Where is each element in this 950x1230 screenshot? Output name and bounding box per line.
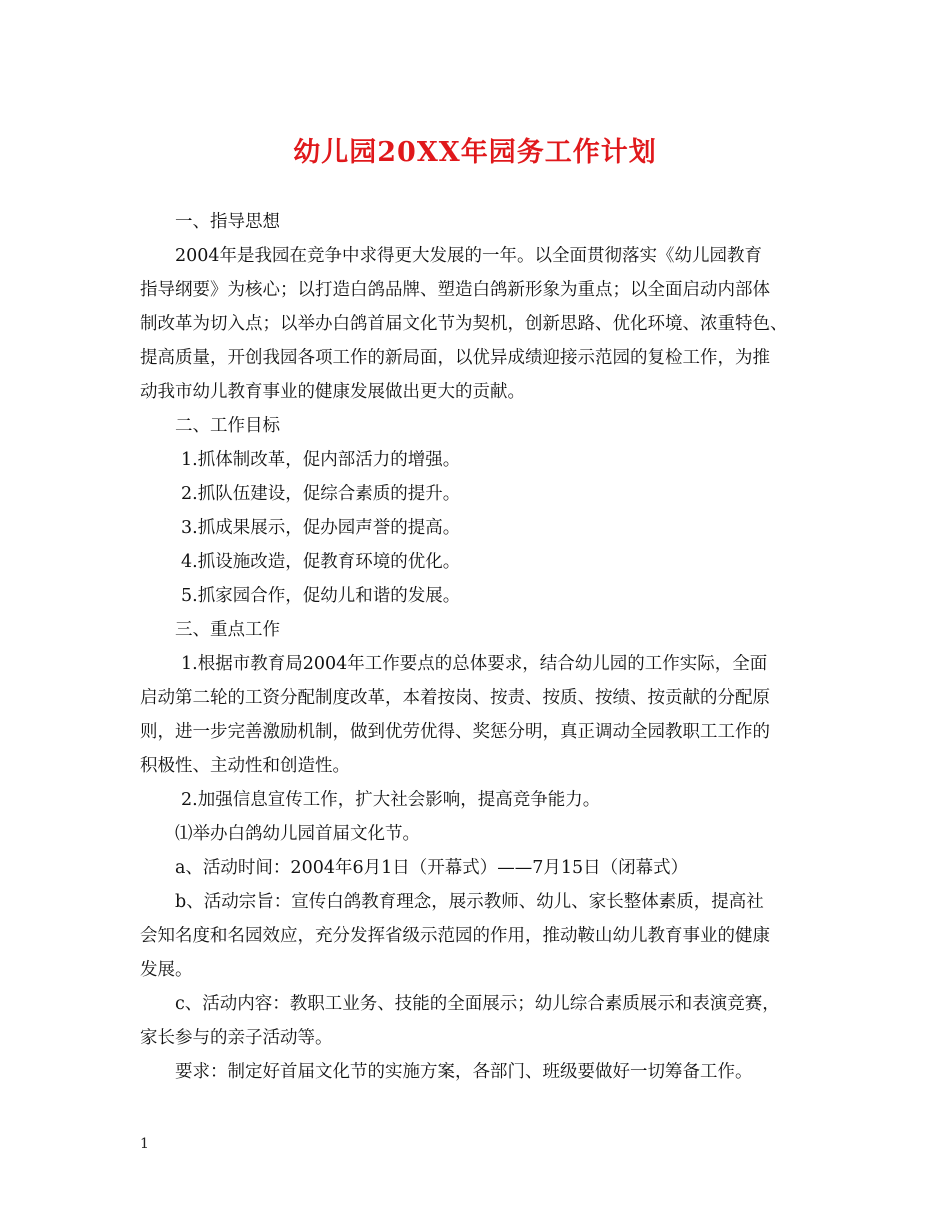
goal-item: 4.抓设施改造，促教育环境的优化。 <box>181 552 461 572</box>
page-number: 1 <box>140 1136 149 1152</box>
document-title: 幼儿园20XX年园务工作计划 <box>293 137 657 168</box>
sub-item: b、活动宗旨：宣传白鸽教育理念，展示教师、幼儿、家长整体素质，提高社 <box>175 892 764 912</box>
sub-item: c、活动内容：教职工业务、技能的全面展示；幼儿综合素质展示和表演竞赛， <box>175 994 780 1014</box>
section-heading-guiding-ideology: 一、指导思想 <box>175 212 280 232</box>
sub-item: a、活动时间：2004年6月1日（开幕式）——7月15日（闭幕式） <box>175 858 689 878</box>
goal-item: 2.抓队伍建设，促综合素质的提升。 <box>181 484 461 504</box>
paragraph-line: 家长参与的亲子活动等。 <box>140 1028 333 1048</box>
paragraph-line: 2004年是我园在竞争中求得更大发展的一年。以全面贯彻落实《幼儿园教育 <box>175 246 763 266</box>
paragraph-line: 积极性、主动性和创造性。 <box>140 756 350 776</box>
section-heading-key-work: 三、重点工作 <box>175 620 280 640</box>
paragraph-line: 动我市幼儿教育事业的健康发展做出更大的贡献。 <box>140 382 525 402</box>
section-heading-work-goals: 二、工作目标 <box>175 416 280 436</box>
paragraph-line: 会知名度和名园效应，充分发挥省级示范园的作用，推动鞍山幼儿教育事业的健康 <box>140 926 770 946</box>
goal-item: 3.抓成果展示，促办园声誉的提高。 <box>181 518 461 538</box>
paragraph-line: 启动第二轮的工资分配制度改革，本着按岗、按责、按质、按绩、按贡献的分配原 <box>140 688 770 708</box>
goal-item: 5.抓家园合作，促幼儿和谐的发展。 <box>181 586 461 606</box>
paragraph-line: 制改革为切入点；以举办白鸽首届文化节为契机，创新思路、优化环境、浓重特色、 <box>140 314 788 334</box>
paragraph-line: 2.加强信息宣传工作，扩大社会影响，提高竞争能力。 <box>181 790 601 810</box>
paragraph-line: 则，进一步完善激励机制，做到优劳优得、奖惩分明，真正调动全园教职工工作的 <box>140 722 770 742</box>
requirement-line: 要求：制定好首届文化节的实施方案，各部门、班级要做好一切筹备工作。 <box>175 1062 753 1082</box>
paragraph-line: 提高质量，开创我园各项工作的新局面，以优异成绩迎接示范园的复检工作，为推 <box>140 348 770 368</box>
paragraph-line: 发展。 <box>140 960 193 980</box>
paragraph-line: 1.根据市教育局2004年工作要点的总体要求，结合幼儿园的工作实际，全面 <box>181 654 768 674</box>
goal-item: 1.抓体制改革，促内部活力的增强。 <box>181 450 461 470</box>
paragraph-line: 指导纲要》为核心；以打造白鸽品牌、塑造白鸽新形象为重点；以全面启动内部体 <box>140 280 770 300</box>
sub-item: ⑴举办白鸽幼儿园首届文化节。 <box>175 824 420 844</box>
document-body <box>140 205 820 1089</box>
